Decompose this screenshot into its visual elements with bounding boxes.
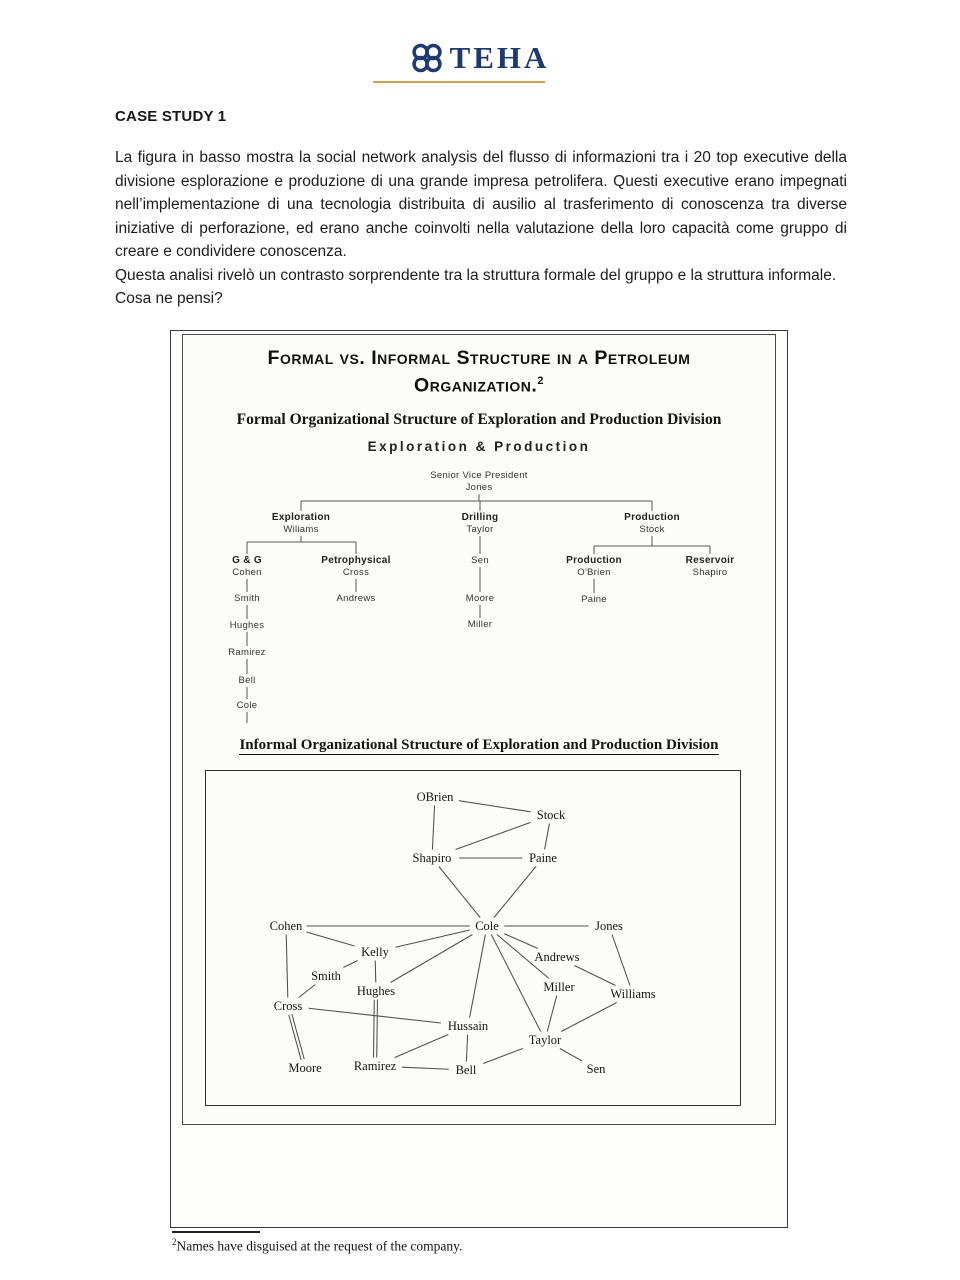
network-edge bbox=[289, 1015, 301, 1060]
network-edge bbox=[470, 935, 486, 1018]
network-edge bbox=[494, 867, 536, 918]
figure-scan-area bbox=[182, 334, 776, 1125]
network-node-label: Stock bbox=[536, 808, 566, 822]
network-node-label: Miller bbox=[543, 980, 575, 994]
case-study-heading: CASE STUDY 1 bbox=[115, 108, 227, 125]
org-node-label: Stock bbox=[639, 524, 665, 535]
network-edge bbox=[374, 999, 375, 1057]
network-node-label: Kelly bbox=[361, 945, 389, 959]
org-node-label: Senior Vice President bbox=[430, 470, 528, 481]
network-edge bbox=[547, 996, 557, 1032]
figure-title bbox=[183, 347, 775, 398]
network-node-label: Hughes bbox=[356, 984, 396, 998]
figure-title-line1: Formal vs. Informal Structure in a Petroleum bbox=[267, 347, 691, 369]
org-node-label: Hughes bbox=[229, 620, 265, 631]
network-edge bbox=[309, 1008, 441, 1023]
network-edge bbox=[307, 932, 355, 946]
org-node-label: O'Brien bbox=[577, 567, 611, 578]
network-node-label: Cohen bbox=[269, 919, 303, 933]
org-node-label: Cohen bbox=[232, 567, 262, 578]
network-edge bbox=[377, 1000, 378, 1058]
network-node-label: Paine bbox=[529, 851, 557, 865]
org-node-label: Paine bbox=[581, 594, 607, 605]
network-node-label: OBrien bbox=[416, 790, 454, 804]
network-edge bbox=[612, 935, 630, 986]
network-node-label: Moore bbox=[288, 1061, 322, 1075]
org-node-label: Reservoir bbox=[685, 555, 735, 566]
org-node-label: Petrophysical bbox=[321, 555, 391, 566]
figure-title-footnote-marker: 2 bbox=[537, 375, 544, 387]
org-node-label: Shapiro bbox=[692, 567, 728, 578]
network-node-label: Cross bbox=[273, 999, 303, 1013]
org-node-label: Andrews bbox=[336, 593, 376, 604]
network-node-label: Andrews bbox=[534, 950, 580, 964]
knot-icon bbox=[411, 42, 443, 74]
org-node-label: Taylor bbox=[466, 524, 494, 535]
logo-underline bbox=[373, 81, 545, 83]
network-node-label: Cole bbox=[475, 919, 499, 933]
network-node-label: Shapiro bbox=[412, 851, 452, 865]
informal-network-chart bbox=[206, 771, 740, 1105]
network-edge bbox=[545, 824, 550, 850]
analysis-paragraph: Questa analisi rivelò un contrasto sorprendente tra la struttura formale del gruppo e la struttura informale. bbox=[115, 266, 837, 284]
org-node-label: G & G bbox=[232, 555, 262, 566]
formal-org-chart bbox=[183, 461, 775, 731]
network-edge bbox=[402, 1067, 449, 1069]
org-node-label: Drilling bbox=[461, 512, 499, 523]
formal-structure-subtitle: Formal Organizational Structure of Exploration and Production Division bbox=[236, 411, 722, 428]
logo-text: TEHA bbox=[449, 40, 550, 75]
network-node-label: Sen bbox=[586, 1062, 606, 1076]
org-node-label: Wiliams bbox=[283, 524, 319, 535]
org-node-label: Miller bbox=[467, 619, 493, 630]
body-text bbox=[115, 146, 847, 311]
network-node-label: Hussain bbox=[447, 1019, 489, 1033]
footnote bbox=[172, 1231, 462, 1254]
org-node-label: Exploration bbox=[271, 512, 331, 523]
org-node-label: Production bbox=[624, 512, 680, 523]
network-node-label: Jones bbox=[595, 919, 623, 933]
footnote-rule bbox=[172, 1231, 260, 1233]
network-edge bbox=[504, 934, 538, 949]
logo bbox=[0, 40, 960, 76]
network-node-label: Smith bbox=[311, 969, 341, 983]
org-node-label: Production bbox=[566, 555, 622, 566]
network-node-label: Williams bbox=[610, 987, 656, 1001]
network-node-label: Taylor bbox=[528, 1033, 562, 1047]
org-node-label: Bell bbox=[238, 675, 256, 686]
figure-title-line2: Organization. bbox=[414, 374, 538, 397]
network-edge bbox=[466, 1035, 467, 1062]
network-edge bbox=[432, 806, 434, 850]
intro-paragraph: La figura in basso mostra la social network analysis del flusso di informazioni tra i 20 top executive della divisione esplorazione e produzione di una grande impresa petrolifera. Questi executive erano impegnati nell’implementazione di una tecnologia distribuita di ausilio al trasferimento di conoscenza tra diverse iniziative di perforazione, ed erano anche coinvolti nella valutazione della loro capacità come gruppo di creare e condividere conoscenza. bbox=[115, 149, 847, 260]
formal-chart-heading: Exploration & Production bbox=[367, 439, 591, 454]
org-node-label: Jones bbox=[465, 482, 493, 493]
network-edge bbox=[299, 985, 315, 998]
org-node-label: Moore bbox=[465, 593, 495, 604]
network-edge bbox=[574, 966, 615, 986]
network-edge bbox=[292, 1014, 304, 1059]
org-node-label: Cole bbox=[236, 700, 258, 711]
org-node-label: Cross bbox=[342, 567, 370, 578]
network-edge bbox=[395, 1035, 448, 1058]
org-node-label: Smith bbox=[234, 593, 260, 604]
org-node-label: Sen bbox=[471, 555, 489, 566]
question-paragraph: Cosa ne pensi? bbox=[115, 290, 223, 307]
org-node-label: Ramirez bbox=[228, 647, 266, 658]
network-edge bbox=[491, 935, 540, 1032]
network-edge bbox=[286, 935, 288, 998]
network-edge bbox=[560, 1049, 582, 1062]
network-edge bbox=[343, 961, 357, 968]
network-node-label: Ramirez bbox=[353, 1059, 397, 1073]
figure-frame bbox=[170, 330, 788, 1228]
network-edge bbox=[456, 822, 531, 849]
informal-network-box bbox=[205, 770, 741, 1106]
network-edge bbox=[483, 1049, 522, 1064]
network-edge bbox=[391, 935, 473, 983]
network-edge bbox=[459, 801, 531, 812]
network-edge bbox=[375, 961, 376, 983]
informal-structure-subtitle: Informal Organizational Structure of Exploration and Production Division bbox=[239, 737, 719, 753]
footnote-text: $^2$Names have disguised at the request of the company. bbox=[172, 1236, 463, 1253]
network-edge bbox=[439, 867, 480, 918]
network-node-label: Bell bbox=[455, 1063, 477, 1077]
network-edge bbox=[396, 930, 470, 947]
network-edge bbox=[561, 1003, 616, 1032]
